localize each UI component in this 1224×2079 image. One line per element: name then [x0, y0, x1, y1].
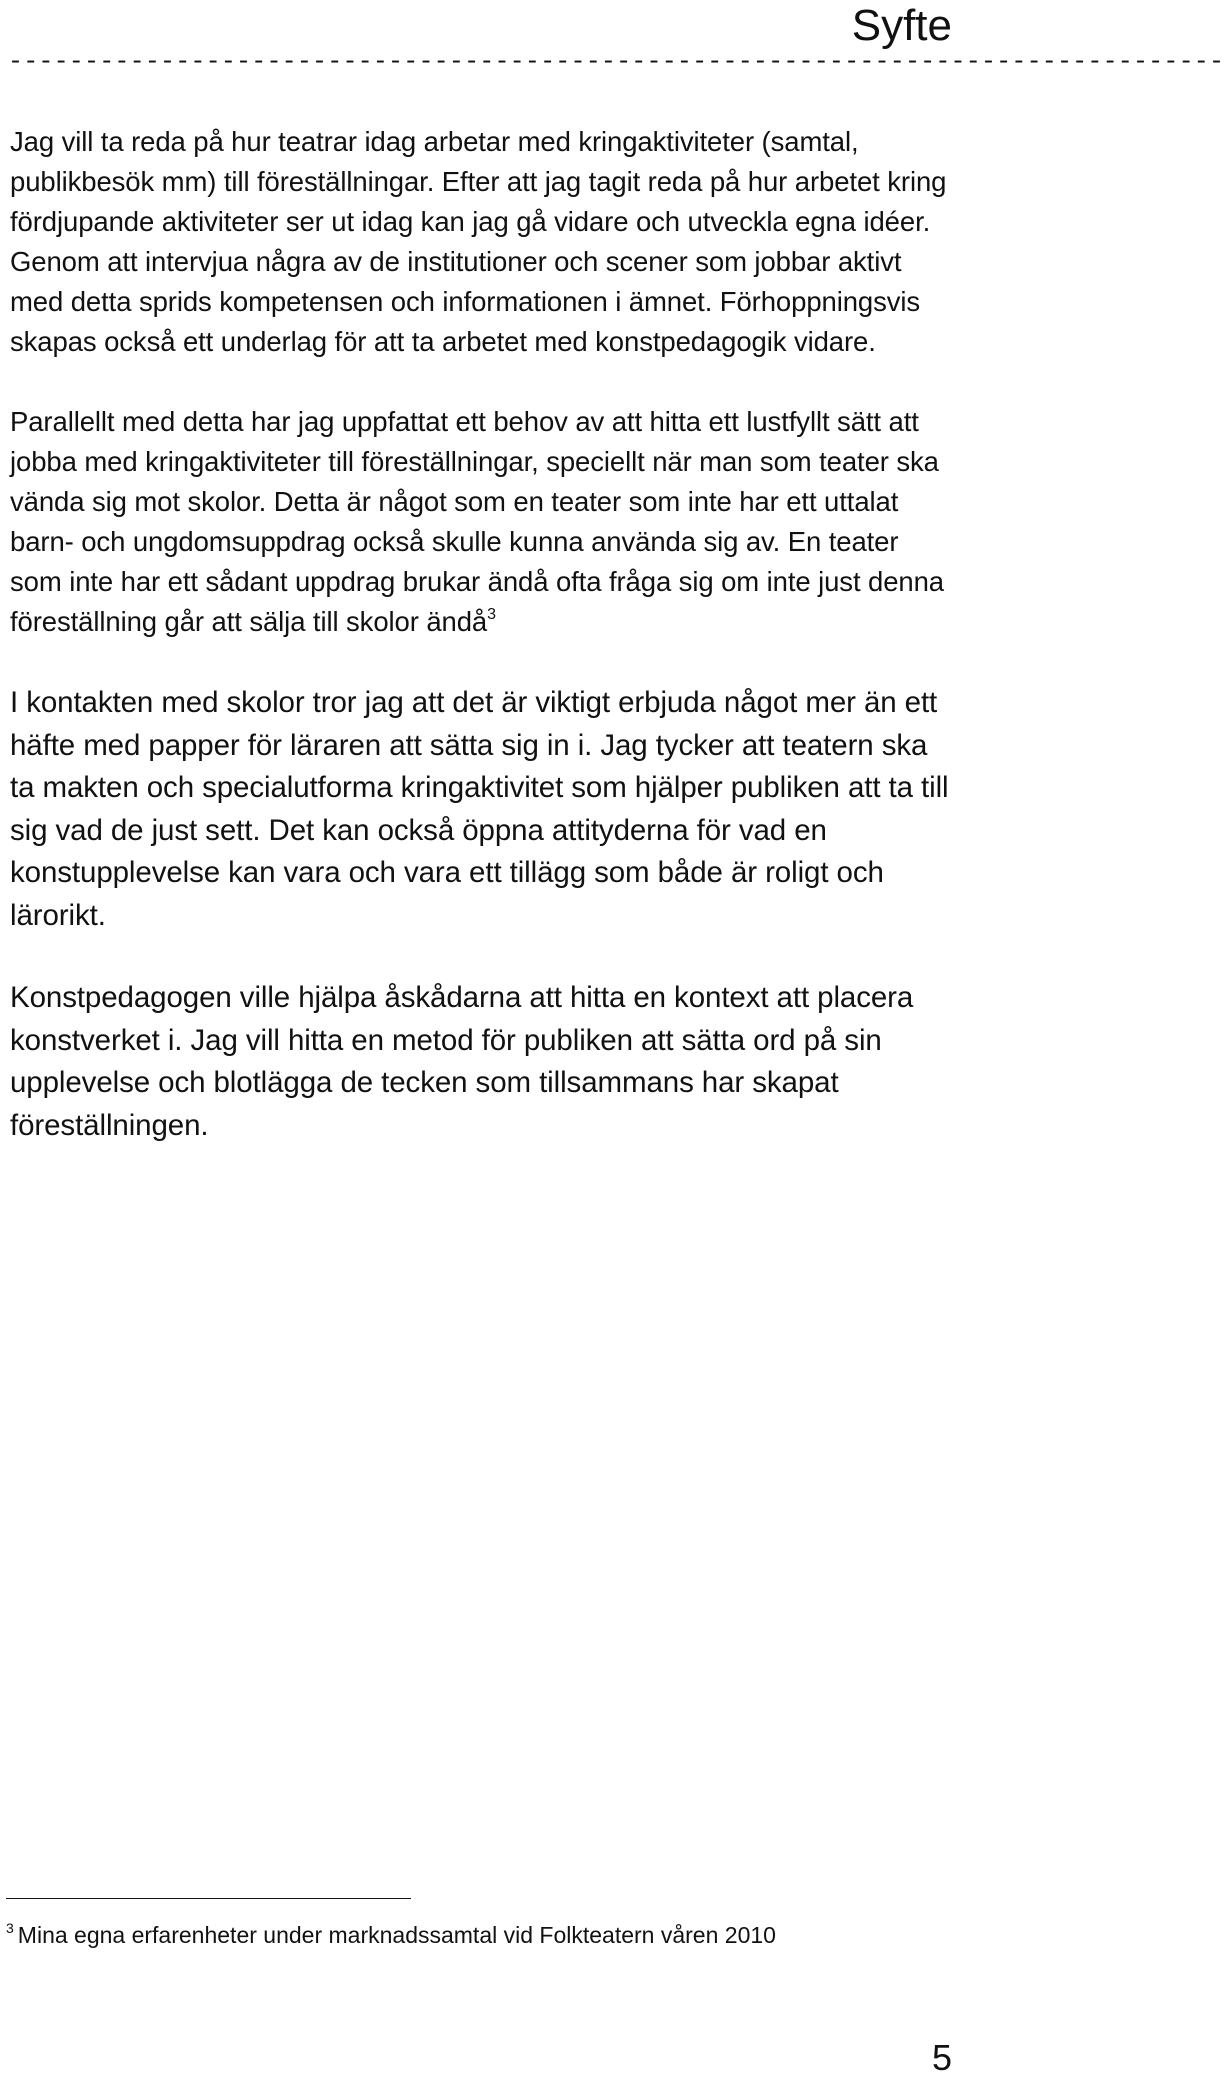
paragraph-purpose: Jag vill ta reda på hur teatrar idag arbetar med kringaktiviteter (samtal, publikbesök mm) till föreställningar. Efter att jag tagit reda på hur arbetet kring fördjupande aktiviteter ser ut idag kan jag gå vidare och utveckla egna idéer. Genom att intervjua några av de institutioner och scener som jobbar aktivt med detta sprids kompetensen och informationen i ämnet. Förhoppningsvis skapas också ett underlag för att ta arbetet med konstpedagogik vidare.	[10, 126, 947, 357]
footnote-reference: 3	[487, 606, 496, 623]
header-dashed-rule: --------------------------------------------------------------------------------	[8, 47, 1224, 76]
footnote-separator	[6, 1898, 411, 1899]
paragraph-schools: I kontakten med skolor tror jag att det är viktigt erbjuda något mer än ett häfte med papper för läraren att sätta sig in i. Jag tycker att teatern ska ta makten och specialutforma kringaktivitet som hjälper publiken att ta till sig vad de just sett. Det kan också öppna attityderna för vad en konstupplevelse kan vara och vara ett tillägg som både är roligt och lärorikt.	[10, 686, 949, 932]
footnote-number: 3	[6, 1920, 14, 1936]
footnote	[6, 1916, 906, 1954]
page-title: Syfte	[851, 1, 952, 50]
body-text	[10, 122, 950, 1147]
footnote-text: Mina egna erfarenheter under marknadssamtal vid Folkteatern våren 2010	[17, 1922, 776, 1948]
paragraph-parallel	[10, 402, 950, 642]
paragraph-parallel-text: Parallellt med detta har jag uppfattat ett behov av att hitta ett lustfyllt sätt att jobba med kringaktiviteter till föreställningar, speciellt när man som teater ska vända sig mot skolor. Detta är något som en teater som inte har ett uttalat barn- och ungdomsuppdrag också skulle kunna använda sig av. En teater som inte har ett sådant uppdrag brukar ändå ofta fråga sig om inte just denna föreställning går att sälja till skolor ändå	[10, 406, 945, 637]
page-number: 5	[931, 2037, 952, 2078]
paragraph-art-educator: Konstpedagogen ville hjälpa åskådarna att hitta en kontext att placera konstverket i. Jag vill hitta en metod för publiken att sätta ord på sin upplevelse och blotlägga de tecken som tillsammans har skapat föreställningen.	[10, 981, 914, 1142]
